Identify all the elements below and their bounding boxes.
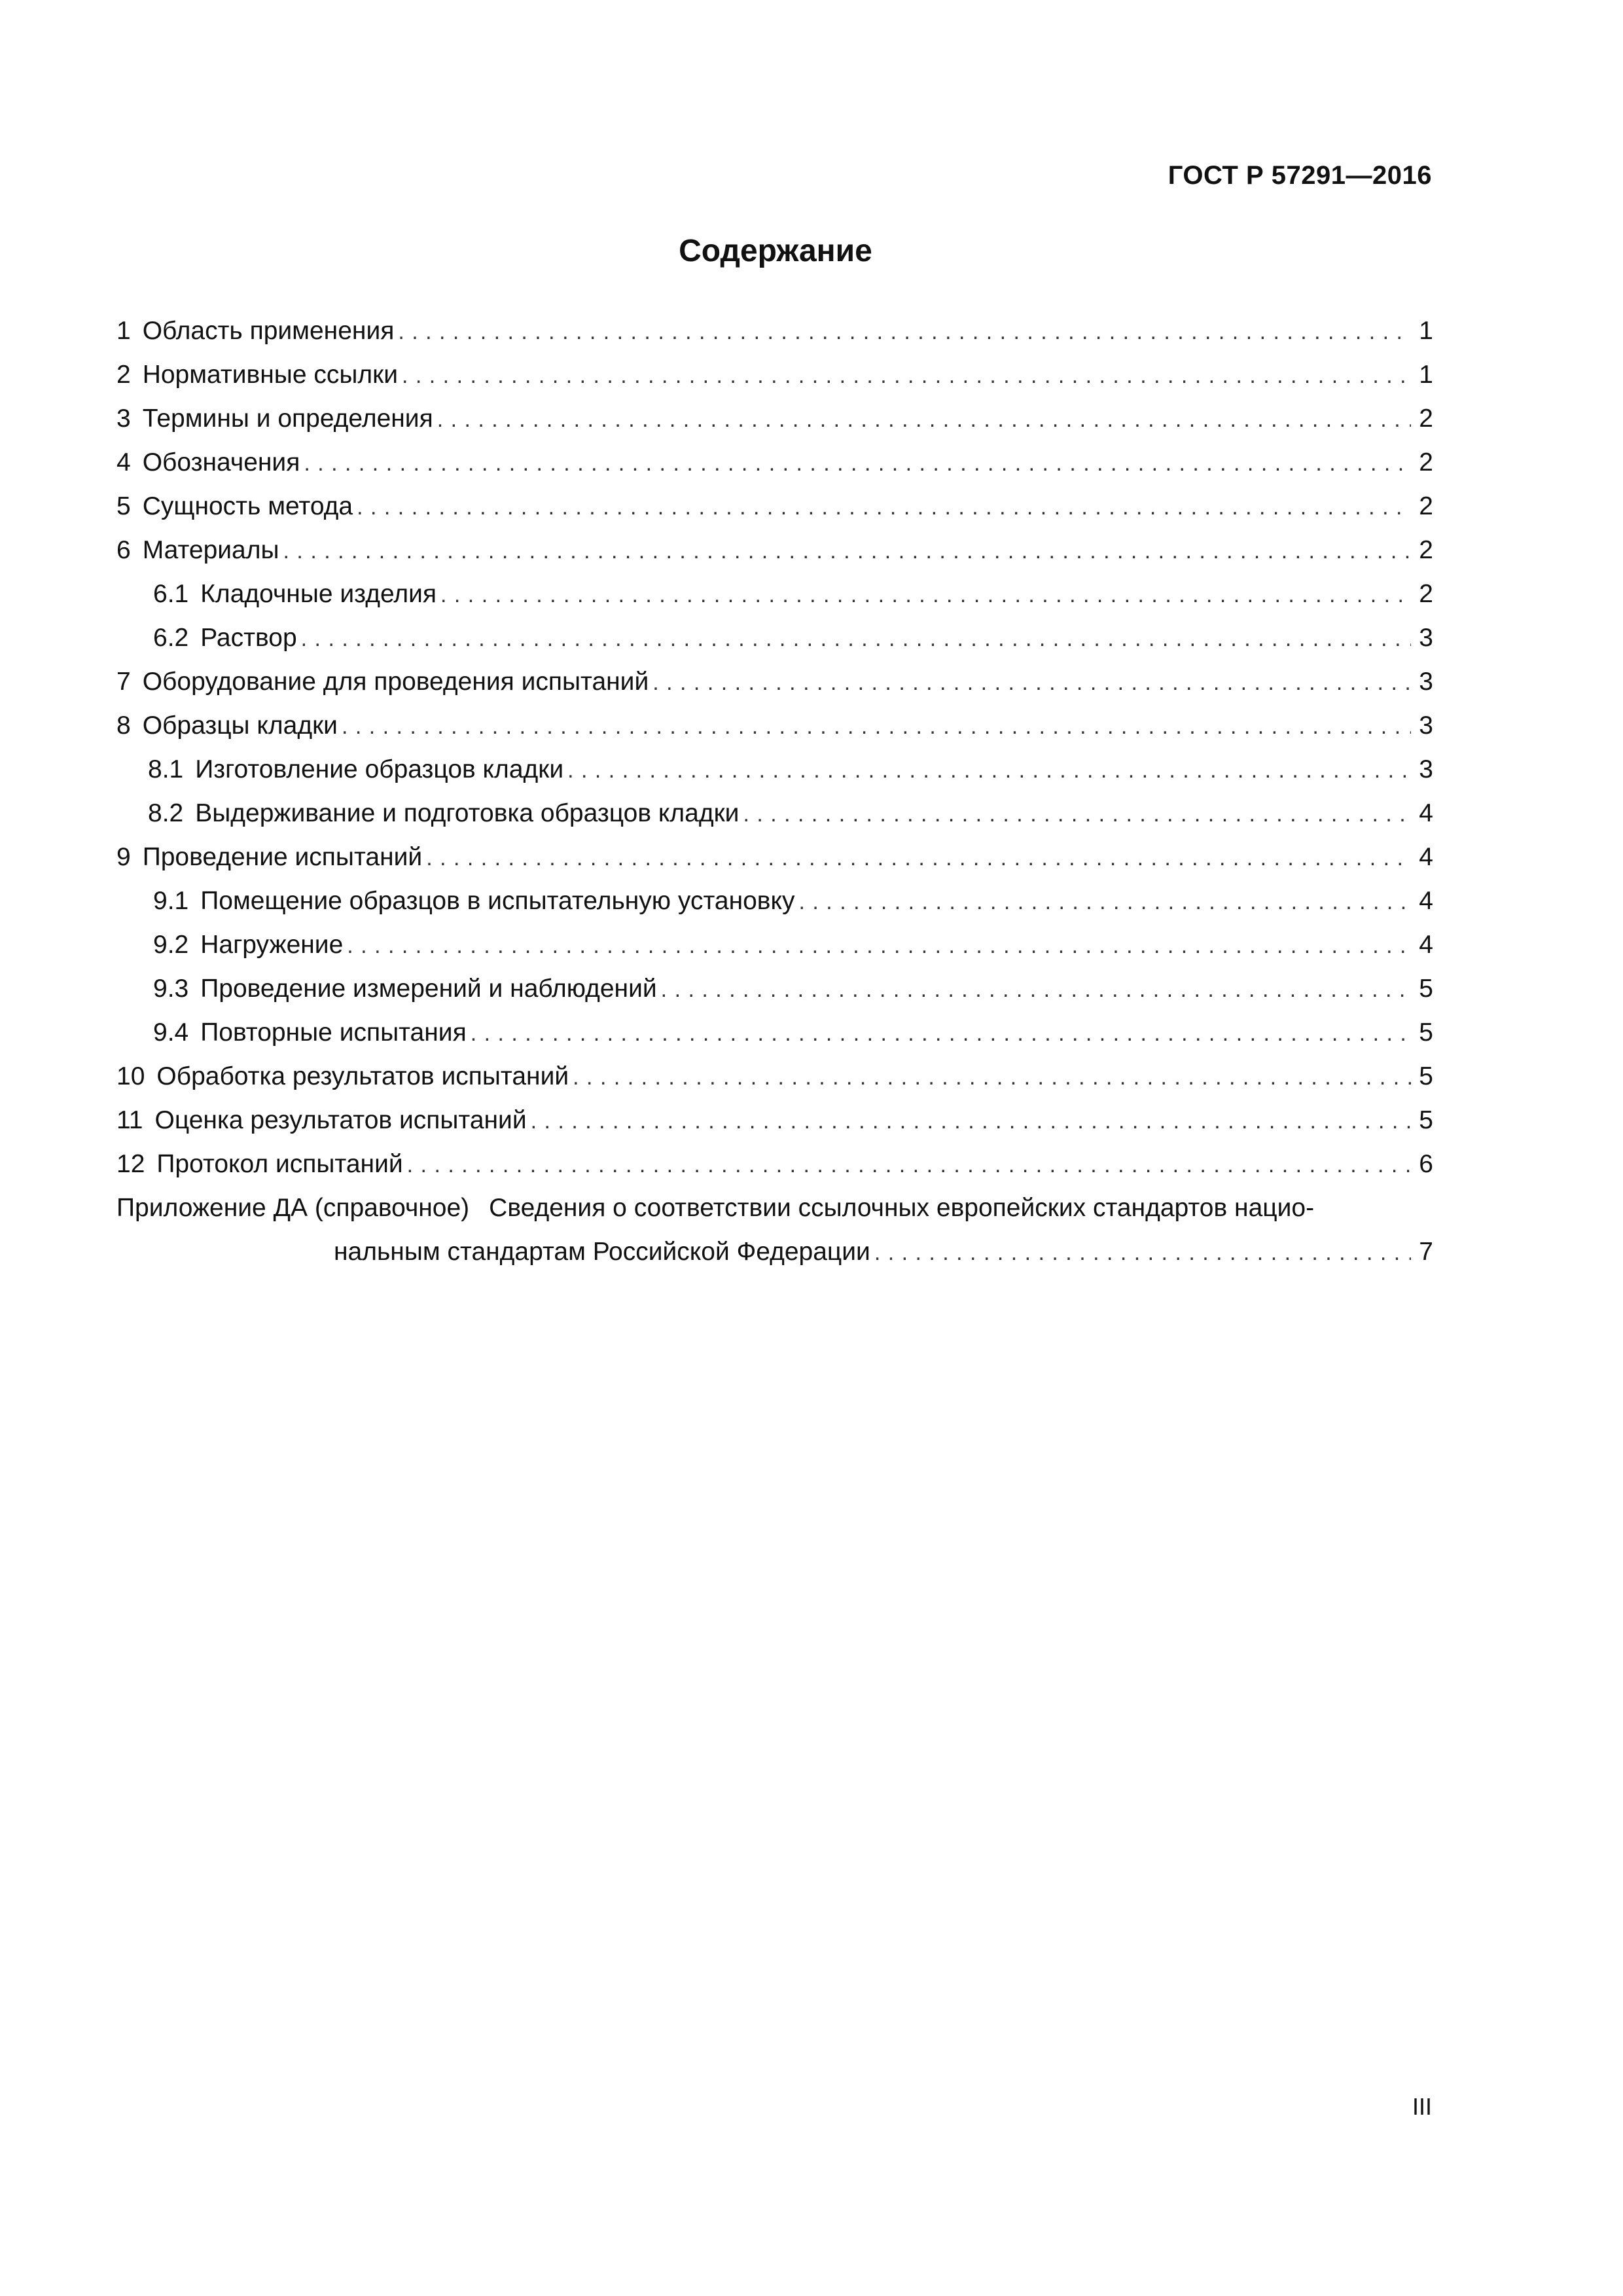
toc-item-title: Проведение измерений и наблюдений bbox=[200, 975, 657, 1003]
toc-item-number: 9.3 bbox=[153, 975, 189, 1003]
toc-item-title: Нагружение bbox=[200, 931, 344, 959]
toc-item[interactable] bbox=[116, 1098, 1433, 1142]
toc-subitem[interactable] bbox=[116, 791, 1433, 835]
toc-item-page: 3 bbox=[1419, 755, 1433, 783]
page-number: III bbox=[1412, 2093, 1432, 2120]
toc-item-title: Протокол испытаний bbox=[156, 1150, 403, 1178]
dot-leader bbox=[874, 1231, 1411, 1275]
toc-item-number: 6.2 bbox=[153, 624, 189, 652]
appendix-label: Приложение ДА (справочное) bbox=[116, 1194, 470, 1222]
toc-item-number: 3 bbox=[116, 404, 131, 433]
toc-item-number: 10 bbox=[116, 1062, 145, 1090]
toc-item[interactable] bbox=[116, 309, 1433, 353]
toc-subitem[interactable] bbox=[116, 923, 1433, 967]
toc-item-title: Помещение образцов в испытательную установку bbox=[200, 887, 795, 915]
toc-item-page: 4 bbox=[1419, 843, 1433, 871]
dot-leader bbox=[567, 749, 1411, 793]
toc-item-number: 8.1 bbox=[148, 755, 184, 783]
dot-leader bbox=[342, 705, 1411, 749]
toc-item-page: 4 bbox=[1419, 887, 1433, 915]
toc-appendix-item[interactable] bbox=[116, 1186, 1433, 1274]
toc-item-number: 6.1 bbox=[153, 580, 189, 608]
dot-leader bbox=[573, 1056, 1411, 1100]
toc-subitem[interactable] bbox=[116, 1011, 1433, 1054]
toc-item-page: 1 bbox=[1419, 361, 1433, 389]
toc-item-title: Нормативные ссылки bbox=[142, 361, 398, 389]
toc-item[interactable] bbox=[116, 353, 1433, 397]
toc-item-title: Образцы кладки bbox=[142, 711, 338, 740]
dot-leader bbox=[426, 836, 1411, 880]
dot-leader bbox=[398, 310, 1411, 354]
toc-item[interactable] bbox=[116, 1054, 1433, 1098]
toc-item-page: 2 bbox=[1419, 448, 1433, 476]
appendix-title-line2: нальным стандартам Российской Федерации bbox=[334, 1238, 870, 1266]
toc-item[interactable] bbox=[116, 484, 1433, 528]
dot-leader bbox=[531, 1100, 1411, 1143]
dot-leader bbox=[283, 529, 1411, 573]
toc-subitem[interactable] bbox=[116, 572, 1433, 616]
toc-item-page: 1 bbox=[1419, 317, 1433, 345]
dot-leader bbox=[301, 617, 1411, 661]
toc-item-title: Область применения bbox=[142, 317, 395, 345]
table-of-contents bbox=[116, 309, 1433, 1274]
toc-item-number: 5 bbox=[116, 492, 131, 520]
toc-item-page: 2 bbox=[1419, 492, 1433, 520]
toc-subitem[interactable] bbox=[116, 616, 1433, 660]
toc-item-page: 2 bbox=[1419, 580, 1433, 608]
dot-leader bbox=[407, 1143, 1411, 1187]
toc-item-title: Проведение испытаний bbox=[142, 843, 423, 871]
toc-item-number: 2 bbox=[116, 361, 131, 389]
toc-item-title: Кладочные изделия bbox=[200, 580, 437, 608]
toc-item-page: 2 bbox=[1419, 404, 1433, 433]
toc-item-number: 12 bbox=[116, 1150, 145, 1178]
appendix-page: 7 bbox=[1419, 1238, 1433, 1266]
toc-item-number: 8 bbox=[116, 711, 131, 740]
dot-leader bbox=[652, 661, 1411, 705]
toc-item-title: Изготовление образцов кладки bbox=[195, 755, 564, 783]
dot-leader bbox=[347, 924, 1411, 968]
dot-leader bbox=[471, 1012, 1411, 1056]
toc-item[interactable] bbox=[116, 397, 1433, 440]
toc-item-number: 8.2 bbox=[148, 799, 184, 827]
toc-item[interactable] bbox=[116, 1142, 1433, 1186]
dot-leader bbox=[437, 398, 1411, 442]
toc-item[interactable] bbox=[116, 704, 1433, 747]
toc-item-title: Выдерживание и подготовка образцов кладки bbox=[195, 799, 740, 827]
toc-item-title: Оценка результатов испытаний bbox=[154, 1106, 527, 1134]
toc-subitem[interactable] bbox=[116, 879, 1433, 923]
toc-item-page: 6 bbox=[1419, 1150, 1433, 1178]
toc-item-number: 6 bbox=[116, 536, 131, 564]
toc-subitem[interactable] bbox=[116, 747, 1433, 791]
toc-item-page: 4 bbox=[1419, 799, 1433, 827]
toc-item-title: Сущность метода bbox=[142, 492, 353, 520]
dot-leader bbox=[440, 573, 1411, 617]
toc-item-number: 9.1 bbox=[153, 887, 189, 915]
toc-item-page: 4 bbox=[1419, 931, 1433, 959]
toc-item-title: Оборудование для проведения испытаний bbox=[142, 668, 649, 696]
toc-item-title: Повторные испытания bbox=[200, 1018, 467, 1047]
toc-item[interactable] bbox=[116, 440, 1433, 484]
toc-item-title: Термины и определения bbox=[142, 404, 433, 433]
toc-item-page: 3 bbox=[1419, 624, 1433, 652]
appendix-first-line bbox=[116, 1186, 1433, 1230]
toc-item-page: 5 bbox=[1419, 1062, 1433, 1090]
toc-item-page: 3 bbox=[1419, 711, 1433, 740]
toc-item-number: 9.2 bbox=[153, 931, 189, 959]
appendix-title-line1: Сведения о соответствии ссылочных европейских стандартов нацио- bbox=[489, 1194, 1315, 1222]
toc-item-number: 4 bbox=[116, 448, 131, 476]
toc-item-title: Раствор bbox=[200, 624, 297, 652]
toc-item-title: Материалы bbox=[142, 536, 279, 564]
toc-item-title: Обозначения bbox=[142, 448, 300, 476]
toc-item-number: 1 bbox=[116, 317, 131, 345]
dot-leader bbox=[661, 968, 1411, 1012]
dot-leader bbox=[743, 793, 1411, 836]
toc-subitem[interactable] bbox=[116, 967, 1433, 1011]
toc-item-page: 2 bbox=[1419, 536, 1433, 564]
toc-title: Содержание bbox=[679, 234, 872, 268]
toc-item-number: 7 bbox=[116, 668, 131, 696]
toc-item[interactable] bbox=[116, 660, 1433, 704]
dot-leader bbox=[402, 354, 1411, 398]
dot-leader bbox=[357, 486, 1411, 529]
toc-item-number: 9 bbox=[116, 843, 131, 871]
toc-item-title: Обработка результатов испытаний bbox=[156, 1062, 569, 1090]
toc-item-page: 5 bbox=[1419, 1018, 1433, 1047]
toc-item[interactable] bbox=[116, 835, 1433, 879]
toc-item[interactable] bbox=[116, 528, 1433, 572]
appendix-second-line bbox=[116, 1230, 1433, 1274]
toc-item-number: 9.4 bbox=[153, 1018, 189, 1047]
dot-leader bbox=[304, 442, 1411, 486]
dot-leader bbox=[799, 880, 1411, 924]
toc-item-page: 5 bbox=[1419, 975, 1433, 1003]
toc-item-page: 3 bbox=[1419, 668, 1433, 696]
toc-item-number: 11 bbox=[116, 1106, 143, 1134]
toc-item-page: 5 bbox=[1419, 1106, 1433, 1134]
document-code: ГОСТ Р 57291—2016 bbox=[1168, 161, 1432, 190]
